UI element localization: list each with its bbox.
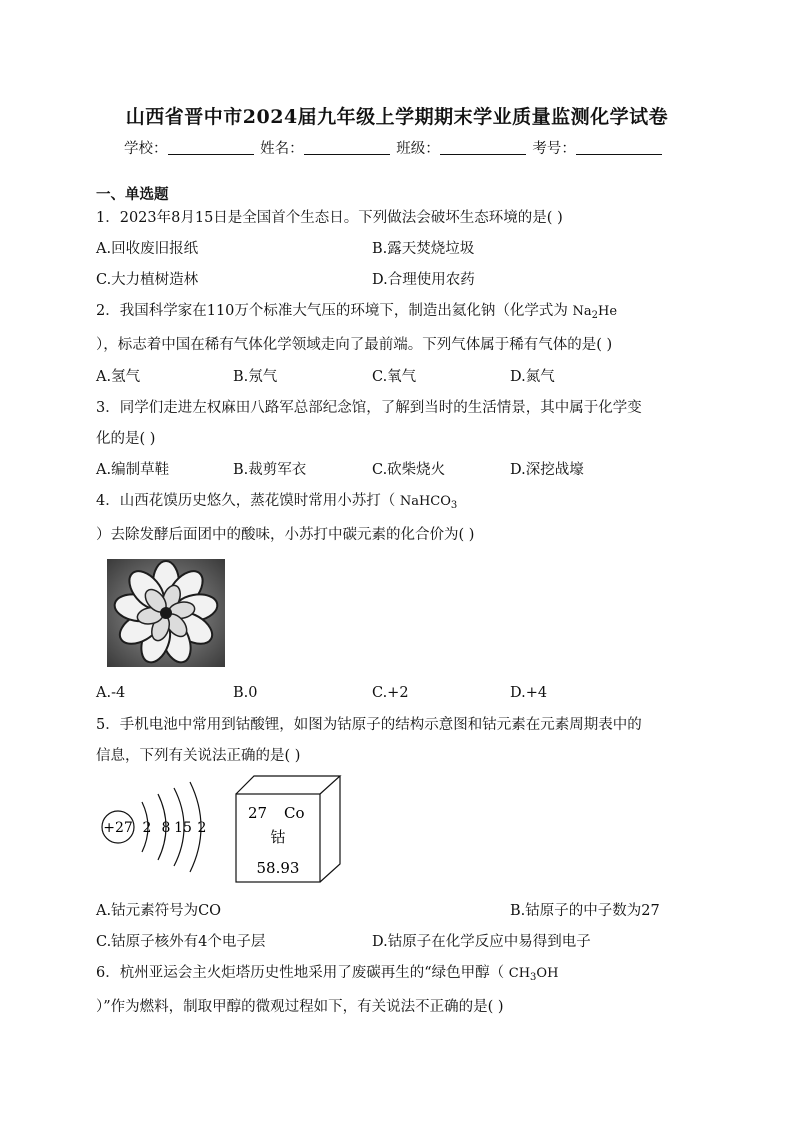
atomic-mass: 58.93 bbox=[256, 859, 300, 877]
class-blank[interactable] bbox=[440, 140, 526, 155]
school-label: 学校： bbox=[124, 141, 168, 157]
element-name: 钴 bbox=[270, 828, 286, 846]
atom-structure bbox=[102, 782, 206, 872]
q3-option-c[interactable]: C.砍柴烧火 bbox=[372, 462, 446, 478]
q2-formula-main: Na bbox=[572, 304, 592, 319]
q6-formula-sub: 3 bbox=[530, 972, 537, 983]
q4-option-c[interactable]: C.+2 bbox=[372, 685, 409, 701]
q2-option-a[interactable]: A.氢气 bbox=[96, 369, 141, 385]
shell-1-count: 2 bbox=[142, 820, 152, 836]
shell-3-count: 15 bbox=[174, 820, 192, 836]
q5-stem-line2: 信息，下列有关说法正确的是( ) bbox=[96, 748, 301, 764]
q3-stem-line2: 化的是( ) bbox=[96, 431, 156, 447]
q2-formula-tail: He bbox=[598, 304, 618, 319]
q3-stem-line1: 3．同学们走进左权麻田八路军总部纪念馆，了解到当时的生活情景，其中属于化学变 bbox=[96, 400, 642, 416]
school-blank[interactable] bbox=[168, 140, 254, 155]
flower-bun-photo bbox=[107, 559, 225, 667]
name-blank[interactable] bbox=[304, 140, 390, 155]
q6-line1-text: 6．杭州亚运会主火炬塔历史性地采用了废碳再生的“绿色甲醇（ bbox=[96, 965, 505, 981]
q6-stem-line1 bbox=[96, 961, 558, 983]
exam-number-label: 考号： bbox=[532, 141, 576, 157]
q4-formula-main: NaHCO bbox=[399, 494, 451, 509]
name-label: 姓名： bbox=[260, 141, 304, 157]
flower-bun-image bbox=[107, 559, 225, 667]
q6-formula-tail: OH bbox=[536, 966, 559, 981]
q2-stem-line2: ），标志着中国在稀有气体化学领域走向了最前端。下列气体属于稀有气体的是( ) bbox=[96, 337, 613, 353]
student-info-row bbox=[124, 137, 664, 158]
q3-option-d[interactable]: D.深挖战壕 bbox=[510, 462, 584, 478]
q4-formula bbox=[400, 494, 457, 509]
q1-option-d[interactable]: D.合理使用农药 bbox=[372, 272, 475, 288]
q4-option-b[interactable]: B.0 bbox=[233, 685, 258, 701]
q2-formula bbox=[573, 304, 618, 319]
atomic-number: 27 bbox=[248, 804, 268, 822]
q2-formula-sub: 2 bbox=[591, 310, 599, 321]
q1-stem: 1．2023年8月15日是全国首个生态日。下列做法会破坏生态环境的是( ) bbox=[96, 210, 563, 226]
element-symbol: Co bbox=[284, 804, 305, 822]
q4-stem-line2: ）去除发酵后面团中的酸味，小苏打中碳元素的化合价为( ) bbox=[96, 527, 475, 543]
q4-stem-line1 bbox=[96, 489, 457, 511]
class-label: 班级： bbox=[396, 141, 440, 157]
q5-option-c[interactable]: C.钴原子核外有4个电子层 bbox=[96, 934, 266, 950]
q1-option-a[interactable]: A.回收废旧报纸 bbox=[96, 241, 199, 257]
cobalt-diagram-svg bbox=[96, 772, 456, 890]
q4-formula-sub: 3 bbox=[450, 500, 458, 511]
section-title: 一、单选题 bbox=[96, 186, 169, 203]
element-cell bbox=[236, 776, 340, 882]
q1-option-b[interactable]: B.露天焚烧垃圾 bbox=[372, 241, 475, 257]
shell-4-count: 2 bbox=[197, 820, 207, 836]
nucleus-charge: +27 bbox=[103, 820, 133, 836]
q2-line1-text: 2．我国科学家在110万个标准大气压的环境下，制造出氦化钠（化学式为 bbox=[96, 303, 568, 319]
q5-option-a[interactable]: A.钴元素符号为CO bbox=[96, 903, 222, 919]
exam-title: 山西省晋中市2024届九年级上学期期末学业质量监测化学试卷 bbox=[125, 106, 669, 128]
q4-line1-text: 4．山西花馍历史悠久，蒸花馍时常用小苏打（ bbox=[96, 493, 396, 509]
q6-stem-line2: ）”作为燃料，制取甲醇的微观过程如下，有关说法不正确的是( ) bbox=[96, 999, 504, 1015]
q6-formula-main: CH bbox=[508, 966, 531, 981]
q2-option-d[interactable]: D.氮气 bbox=[510, 369, 555, 385]
q5-stem-line1: 5．手机电池中常用到钴酸锂，如图为钴原子的结构示意图和钴元素在元素周期表中的 bbox=[96, 717, 642, 733]
q4-option-a[interactable]: A.-4 bbox=[96, 685, 126, 701]
q2-option-b[interactable]: B.氖气 bbox=[233, 369, 278, 385]
q1-option-c[interactable]: C.大力植树造林 bbox=[96, 272, 199, 288]
q4-option-d[interactable]: D.+4 bbox=[510, 685, 548, 701]
cobalt-diagram bbox=[96, 772, 456, 890]
q2-option-c[interactable]: C.氧气 bbox=[372, 369, 417, 385]
q2-stem-line1 bbox=[96, 299, 617, 321]
q6-formula bbox=[509, 966, 559, 981]
q5-option-b[interactable]: B.钴原子的中子数为27 bbox=[510, 903, 660, 919]
exam-number-blank[interactable] bbox=[576, 140, 662, 155]
q3-option-a[interactable]: A.编制草鞋 bbox=[96, 462, 170, 478]
shell-2-count: 8 bbox=[161, 820, 171, 836]
q5-option-d[interactable]: D.钴原子在化学反应中易得到电子 bbox=[372, 934, 591, 950]
q3-option-b[interactable]: B.裁剪军衣 bbox=[233, 462, 307, 478]
